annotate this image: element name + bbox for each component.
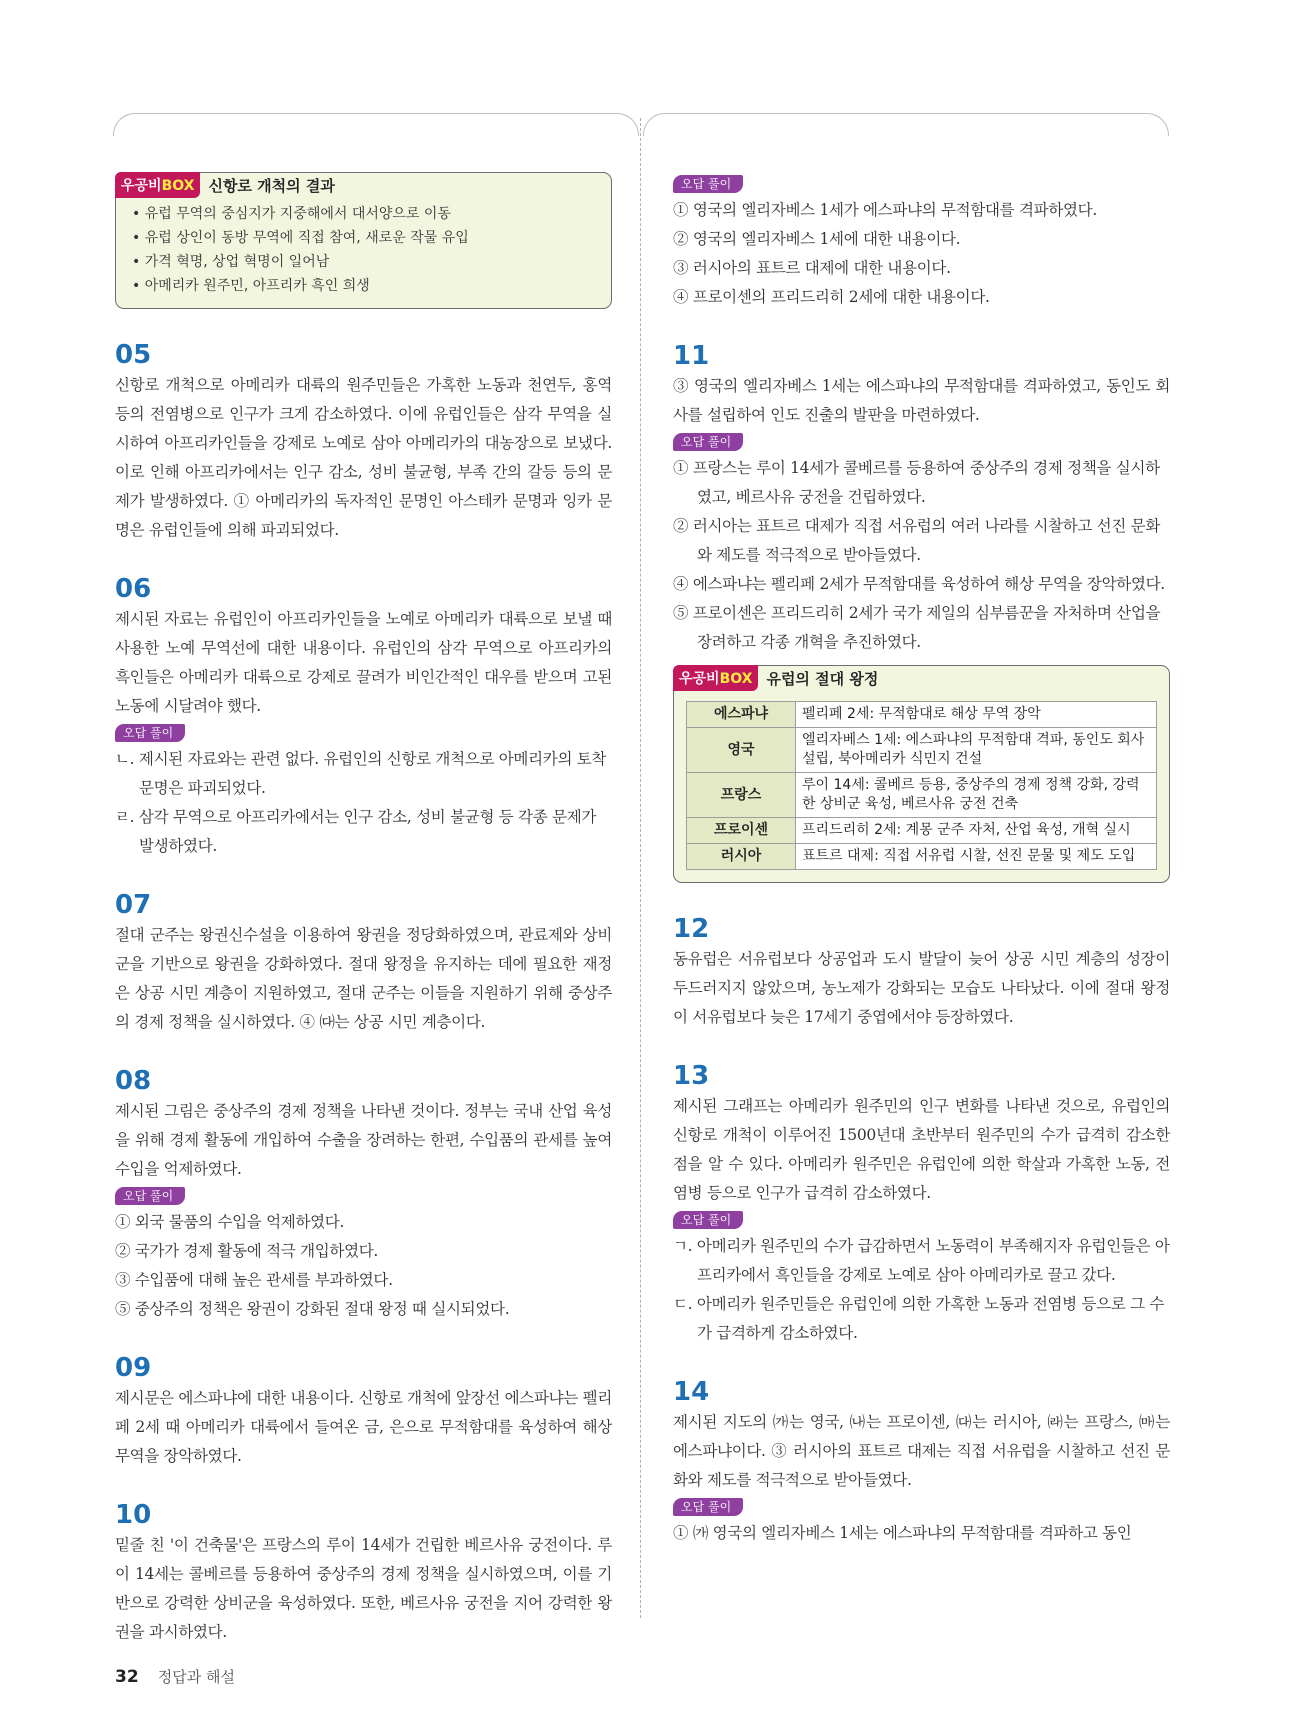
question-12 [673, 913, 1170, 1032]
question-07 [115, 889, 612, 1037]
question-number: 14 [673, 1377, 710, 1407]
info-box-new-route-results [115, 172, 612, 309]
right-column [673, 172, 1170, 1548]
answer-text: 절대 군주는 왕권신수설을 이용하여 왕권을 정당화하였으며, 관료제와 상비군을 기반으로 왕권을 강화하였다. 절대 왕정을 유지하는 데에 필요한 재정은 상공 시민 계층이 지원하였고, 절대 군주는 이들을 지원하기 위해 중상주의 경제 정책을 실시하였다. ④ ㈐는 상공 시민 계층이다. [115, 926, 612, 1031]
country-cell: 영국 [687, 728, 796, 773]
wrong-answer-item: ㄱ. 아메리카 원주민의 수가 급감하면서 노동력이 부족해지자 유럽인들은 아프리카에서 흑인들을 강제로 노예로 삼아 아메리카로 끌고 갔다. [673, 1237, 1170, 1284]
wrong-answer-item: ㄹ. 삼각 무역으로 아프리카에서는 인구 감소, 성비 불균형 등 각종 문제가 발생하였다. [115, 808, 597, 855]
question-number: 11 [673, 341, 710, 371]
country-cell: 러시아 [687, 844, 796, 870]
country-cell: 프로이센 [687, 818, 796, 844]
description-cell: 프리드리히 2세: 계몽 군주 자처, 산업 육성, 개혁 실시 [796, 818, 1157, 844]
box-item: • 유럽 무역의 중심지가 지중해에서 대서양으로 이동 [132, 206, 451, 222]
question-10 [115, 1499, 612, 1647]
box-tag: 우공비BOX [673, 665, 758, 691]
wrong-answer-item: ㄷ. 아메리카 원주민들은 유럽인에 의한 가혹한 노동과 전염병 등으로 그 수가 급격하게 감소하였다. [673, 1295, 1165, 1342]
answer-text: 신항로 개척으로 아메리카 대륙의 원주민들은 가혹한 노동과 천연두, 홍역 등의 전염병으로 인구가 크게 감소하였다. 이에 유럽인들은 삼각 무역을 실시하여 아프리카인들을 강제로 노예로 삼아 아메리카의 대농장으로 보냈다. 이로 인해 아프리카에서는 인구 감소, 성비 불균형, 부족 간의 갈등 등의 문제가 발생하였다. ① 아메리카의 독자적인 문명인 아스테카 문명과 잉카 문명은 유럽인들에 의해 파괴되었다. [115, 376, 612, 539]
question-number: 09 [115, 1353, 152, 1383]
question-number: 12 [673, 914, 710, 944]
wrong-answer-item: ⑤ 중상주의 정책은 왕권이 강화된 절대 왕정 때 실시되었다. [115, 1300, 510, 1318]
answer-text: 밑줄 친 '이 건축물'은 프랑스의 루이 14세가 건립한 베르사유 궁전이다. 루이 14세는 콜베르를 등용하여 중상주의 경제 정책을 실시하였으며, 이를 기반으로 강력한 상비군을 육성하였다. 또한, 베르사유 궁전을 지어 강력한 왕권을 과시하였다. [115, 1536, 612, 1641]
box-title: 신항로 개척의 결과 [208, 177, 335, 195]
wrong-answer-item: ③ 러시아의 표트르 대제에 대한 내용이다. [673, 259, 951, 277]
question-09 [115, 1352, 612, 1471]
question-08 [115, 1065, 612, 1324]
question-13 [673, 1060, 1170, 1348]
description-cell: 엘리자베스 1세: 에스파냐의 무적함대 격파, 동인도 회사 설립, 북아메리카 식민지 건설 [796, 728, 1157, 773]
description-cell: 표트르 대제: 직접 서유럽 시찰, 선진 문물 및 제도 도입 [796, 844, 1157, 870]
wrong-answer-item: ① 프랑스는 루이 14세가 콜베르를 등용하여 중상주의 경제 정책을 실시하였고, 베르사유 궁전을 건립하였다. [673, 459, 1160, 506]
answer-text: 동유럽은 서유럽보다 상공업과 도시 발달이 늦어 상공 시민 계층의 성장이 두드러지지 않았으며, 농노제가 강화되는 모습도 나타났다. 이에 절대 왕정이 서유럽보다 늦은 17세기 중엽에서야 등장하였다. [673, 950, 1170, 1026]
box-title: 유럽의 절대 왕정 [766, 670, 879, 688]
question-number: 06 [115, 574, 152, 604]
box-item: • 아메리카 원주민, 아프리카 흑인 희생 [132, 278, 370, 294]
question-10-continued [673, 172, 1170, 312]
answer-text: ③ 영국의 엘리자베스 1세는 에스파냐의 무적함대를 격파하였고, 동인도 회사를 설립하여 인도 진출의 발판을 마련하였다. [673, 377, 1170, 424]
wrong-answer-item: ① 외국 물품의 수입을 억제하였다. [115, 1213, 345, 1231]
wrong-answer-item: ㄴ. 제시된 자료와는 관련 없다. 유럽인의 신항로 개척으로 아메리카의 토착 문명은 파괴되었다. [115, 750, 607, 797]
wrong-answer-badge: 오답 풀이 [673, 1211, 743, 1229]
table-row [687, 844, 1157, 870]
question-number: 05 [115, 340, 152, 370]
answer-text: 제시문은 에스파냐에 대한 내용이다. 신항로 개척에 앞장선 에스파냐는 펠리페 2세 때 아메리카 대륙에서 들여온 금, 은으로 무적함대를 육성하여 해상 무역을 장악하였다. [115, 1389, 612, 1465]
wrong-answer-item: ② 러시아는 표트르 대제가 직접 서유럽의 여러 나라를 시찰하고 선진 문화와 제도를 적극적으로 받아들였다. [673, 517, 1160, 564]
wrong-answer-item: ④ 에스파냐는 펠리페 2세가 무적함대를 육성하여 해상 무역을 장악하였다. [673, 575, 1165, 593]
wrong-answer-badge: 오답 풀이 [673, 1498, 743, 1516]
right-column-frame [643, 113, 1169, 136]
monarchy-table [686, 701, 1157, 870]
question-number: 08 [115, 1066, 152, 1096]
question-06 [115, 573, 612, 861]
wrong-answer-item: ① 영국의 엘리자베스 1세가 에스파냐의 무적함대를 격파하였다. [673, 201, 1097, 219]
answer-text: 제시된 자료는 유럽인이 아프리카인들을 노예로 아메리카 대륙으로 보낼 때 사용한 노예 무역선에 대한 내용이다. 유럽인의 삼각 무역으로 아프리카의 흑인들은 아메리카 대륙으로 강제로 끌려가 비인간적인 대우를 받으며 고된 노동에 시달려야 했다. [115, 610, 612, 715]
wrong-answer-badge: 오답 풀이 [673, 433, 743, 451]
box-item: • 유럽 상인이 동방 무역에 직접 참여, 새로운 작물 유입 [132, 230, 469, 246]
question-number: 13 [673, 1061, 710, 1091]
wrong-answer-item: ④ 프로이센의 프리드리히 2세에 대한 내용이다. [673, 288, 990, 306]
page-number: 32 [115, 1667, 139, 1687]
info-box-absolute-monarchy [673, 665, 1170, 883]
wrong-answer-badge: 오답 풀이 [115, 724, 185, 742]
country-cell: 에스파냐 [687, 702, 796, 728]
wrong-answer-item: ② 국가가 경제 활동에 적극 개입하였다. [115, 1242, 379, 1260]
wrong-answer-item: ③ 수입품에 대해 높은 관세를 부과하였다. [115, 1271, 393, 1289]
question-number: 07 [115, 890, 152, 920]
question-14 [673, 1376, 1170, 1548]
table-row [687, 773, 1157, 818]
table-row [687, 818, 1157, 844]
table-row [687, 728, 1157, 773]
column-divider [640, 118, 641, 1618]
description-cell: 루이 14세: 콜베르 등용, 중상주의 경제 정책 강화, 강력한 상비군 육성, 베르사유 궁전 건축 [796, 773, 1157, 818]
answer-text: 제시된 그래프는 아메리카 원주민의 인구 변화를 나타낸 것으로, 유럽인의 신항로 개척이 이루어진 1500년대 초반부터 원주민의 수가 급격히 감소한 점을 알 수 있다. 아메리카 원주민은 유럽인에 의한 학살과 가혹한 노동, 전염병 등으로 인구가 급격히 감소하였다. [673, 1097, 1170, 1202]
box-tag: 우공비BOX [115, 172, 200, 198]
table-row [687, 702, 1157, 728]
question-11 [673, 340, 1170, 657]
page-footer [115, 1666, 235, 1687]
box-item: • 가격 혁명, 상업 혁명이 일어남 [132, 254, 330, 270]
left-column [115, 172, 612, 1675]
question-number: 10 [115, 1500, 152, 1530]
answer-text: 제시된 지도의 ㈎는 영국, ㈏는 프로이센, ㈐는 러시아, ㈑는 프랑스, ㈒는 에스파냐이다. ③ 러시아의 표트르 대제는 직접 서유럽을 시찰하고 선진 문화와 제도를 적극적으로 받아들였다. [673, 1413, 1170, 1489]
question-05 [115, 339, 612, 545]
section-title: 정답과 해설 [157, 1668, 235, 1686]
description-cell: 펠리페 2세: 무적함대로 해상 무역 장악 [796, 702, 1157, 728]
country-cell: 프랑스 [687, 773, 796, 818]
wrong-answer-badge: 오답 풀이 [673, 175, 743, 193]
wrong-answer-item: ① ㈎ 영국의 엘리자베스 1세는 에스파냐의 무적함대를 격파하고 동인 [673, 1524, 1132, 1542]
wrong-answer-item: ⑤ 프로이센은 프리드리히 2세가 국가 제일의 심부름꾼을 자처하며 산업을 장려하고 각종 개혁을 추진하였다. [673, 604, 1161, 651]
answer-text: 제시된 그림은 중상주의 경제 정책을 나타낸 것이다. 정부는 국내 산업 육성을 위해 경제 활동에 개입하여 수출을 장려하는 한편, 수입품의 관세를 높여 수입을 억제하였다. [115, 1102, 612, 1178]
left-column-frame [113, 113, 639, 136]
wrong-answer-badge: 오답 풀이 [115, 1187, 185, 1205]
wrong-answer-item: ② 영국의 엘리자베스 1세에 대한 내용이다. [673, 230, 961, 248]
